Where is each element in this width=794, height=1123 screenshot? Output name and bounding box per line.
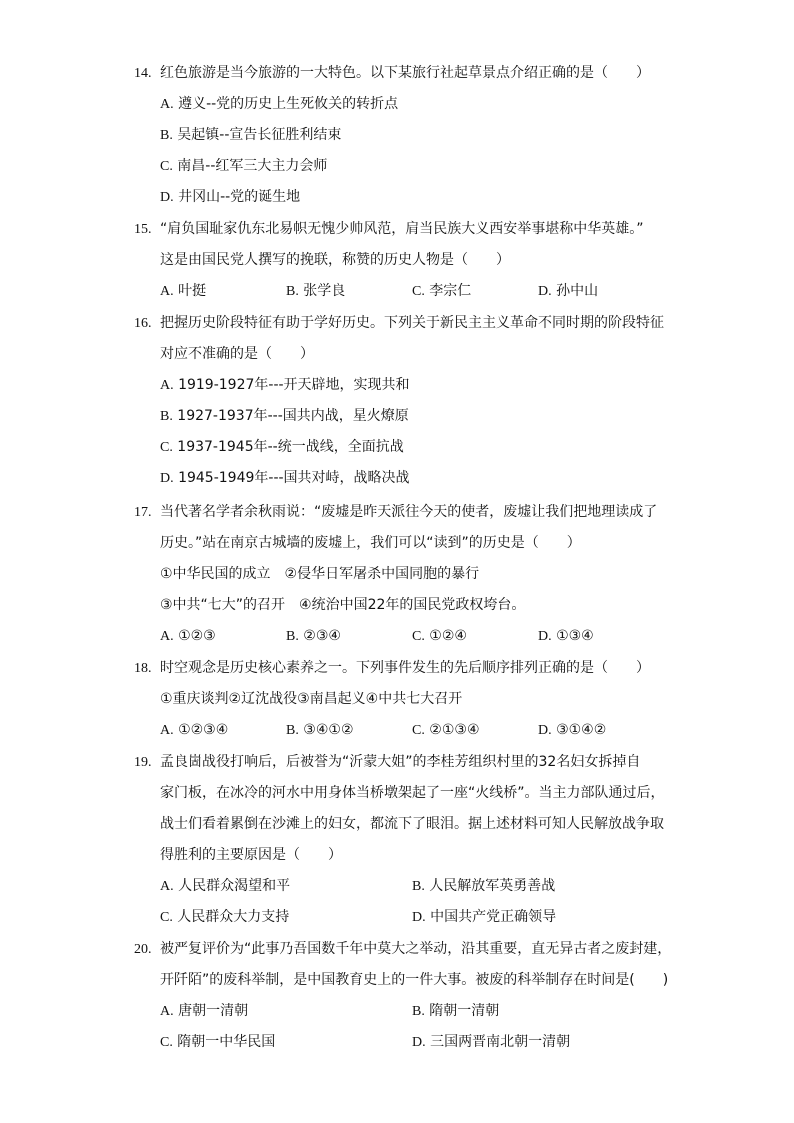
question-18 bbox=[134, 653, 694, 746]
option-a: A. 人民群众渴望和平 bbox=[160, 878, 291, 894]
question-stem: 红色旅游是当今旅游的一大特色。以下某旅行社起草景点介绍正确的是（ ） bbox=[160, 65, 650, 81]
option-a: A. 唐朝一清朝 bbox=[160, 1003, 249, 1019]
question-stem-continued: 开阡陌”的废科举制，是中国教育史上的一件大事。被废的科举制存在时间是( ) bbox=[160, 972, 669, 988]
question-stem-continued: ③中共“七大”的召开 ④统治中国22年的国民党政权垮台。 bbox=[160, 597, 526, 613]
option-d: D. ①③④ bbox=[538, 628, 594, 644]
option-c: C. 1937-1945年--统一战线，全面抗战 bbox=[160, 439, 404, 455]
question-15 bbox=[134, 214, 694, 307]
option-c: C. 南昌--红军三大主力会师 bbox=[160, 158, 328, 174]
option-a: A. 遵义--党的历史上生死攸关的转折点 bbox=[160, 96, 399, 112]
option-b: B. 张学良 bbox=[286, 283, 346, 299]
option-b: B. 隋朝一清朝 bbox=[412, 1003, 500, 1019]
option-d: D. 三国两晋南北朝一清朝 bbox=[412, 1034, 571, 1050]
question-16 bbox=[134, 308, 694, 494]
option-d: D. ③①④② bbox=[538, 722, 607, 738]
question-number: 15. bbox=[134, 222, 152, 237]
option-c: C. ①②④ bbox=[412, 628, 467, 644]
question-14 bbox=[134, 58, 694, 213]
question-stem-continued: 历史。”站在南京古城墙的废墟上，我们可以“读到”的历史是（ ） bbox=[160, 535, 581, 551]
option-a: A. 1919-1927年---开天辟地，实现共和 bbox=[160, 377, 410, 393]
question-stem-continued: 这是由国民党人撰写的挽联，称赞的历史人物是（ ） bbox=[160, 252, 510, 268]
option-c: C. 李宗仁 bbox=[412, 283, 472, 299]
option-a: A. 叶挺 bbox=[160, 283, 207, 299]
option-d: D. 中国共产党正确领导 bbox=[412, 909, 557, 925]
question-stem-continued: 战士们看着累倒在沙滩上的妇女，都流下了眼泪。据上述材料可知人民解放战争取 bbox=[160, 816, 664, 832]
question-stem: 被严复评价为“此事乃吾国数千年中莫大之举动，沿其重要，直无异古者之废封建， bbox=[160, 941, 672, 957]
option-a: A. ①②③④ bbox=[160, 722, 229, 738]
question-17 bbox=[134, 497, 694, 652]
option-d: D. 1945-1949年---国共对峙，战略决战 bbox=[160, 470, 410, 486]
question-number: 18. bbox=[134, 661, 152, 676]
option-c: C. 人民群众大力支持 bbox=[160, 909, 290, 925]
question-stem: 当代著名学者余秋雨说：“废墟是昨天派往今天的使者，废墟让我们把地理读成了 bbox=[160, 504, 658, 520]
option-b: B. 人民解放军英勇善战 bbox=[412, 878, 556, 894]
question-20 bbox=[134, 934, 694, 1058]
option-b: B. 1927-1937年---国共内战，星火燎原 bbox=[160, 408, 409, 424]
option-a: A. ①②③ bbox=[160, 628, 216, 644]
question-stem: 时空观念是历史核心素养之一。下列事件发生的先后顺序排列正确的是（ ） bbox=[160, 660, 650, 676]
option-c: C. ②①③④ bbox=[412, 722, 480, 738]
question-stem-continued: ①中华民国的成立 ②侵华日军屠杀中国同胞的暴行 bbox=[160, 566, 480, 582]
option-b: B. ②③④ bbox=[286, 628, 341, 644]
question-stem: 孟良崮战役打响后，后被誉为“沂蒙大姐”的李桂芳组织村里的32名妇女拆掉自 bbox=[160, 754, 641, 770]
question-number: 14. bbox=[134, 66, 152, 81]
option-b: B. 吴起镇--宣告长征胜利结束 bbox=[160, 127, 342, 143]
option-b: B. ③④①② bbox=[286, 722, 354, 738]
option-d: D. 孙中山 bbox=[538, 283, 599, 299]
question-number: 19. bbox=[134, 755, 152, 770]
question-stem-continued: ①重庆谈判②辽沈战役③南昌起义④中共七大召开 bbox=[160, 691, 463, 707]
option-c: C. 隋朝一中华民国 bbox=[160, 1034, 276, 1050]
question-19 bbox=[134, 747, 694, 933]
question-number: 20. bbox=[134, 942, 152, 957]
option-d: D. 井冈山--党的诞生地 bbox=[160, 189, 301, 205]
question-stem-continued: 家门板，在冰冷的河水中用身体当桥墩架起了一座“火线桥”。当主力部队通过后， bbox=[160, 785, 665, 801]
question-stem: “肩负国耻家仇东北易帜无愧少帅风范，肩当民族大义西安举事堪称中华英雄。” bbox=[160, 221, 644, 237]
question-number: 17. bbox=[134, 505, 152, 520]
question-stem-continued: 得胜利的主要原因是（ ） bbox=[160, 847, 342, 863]
question-stem: 把握历史阶段特征有助于学好历史。下列关于新民主主义革命不同时期的阶段特征 bbox=[160, 315, 664, 331]
question-stem-continued: 对应不准确的是（ ） bbox=[160, 346, 314, 362]
question-number: 16. bbox=[134, 316, 152, 331]
